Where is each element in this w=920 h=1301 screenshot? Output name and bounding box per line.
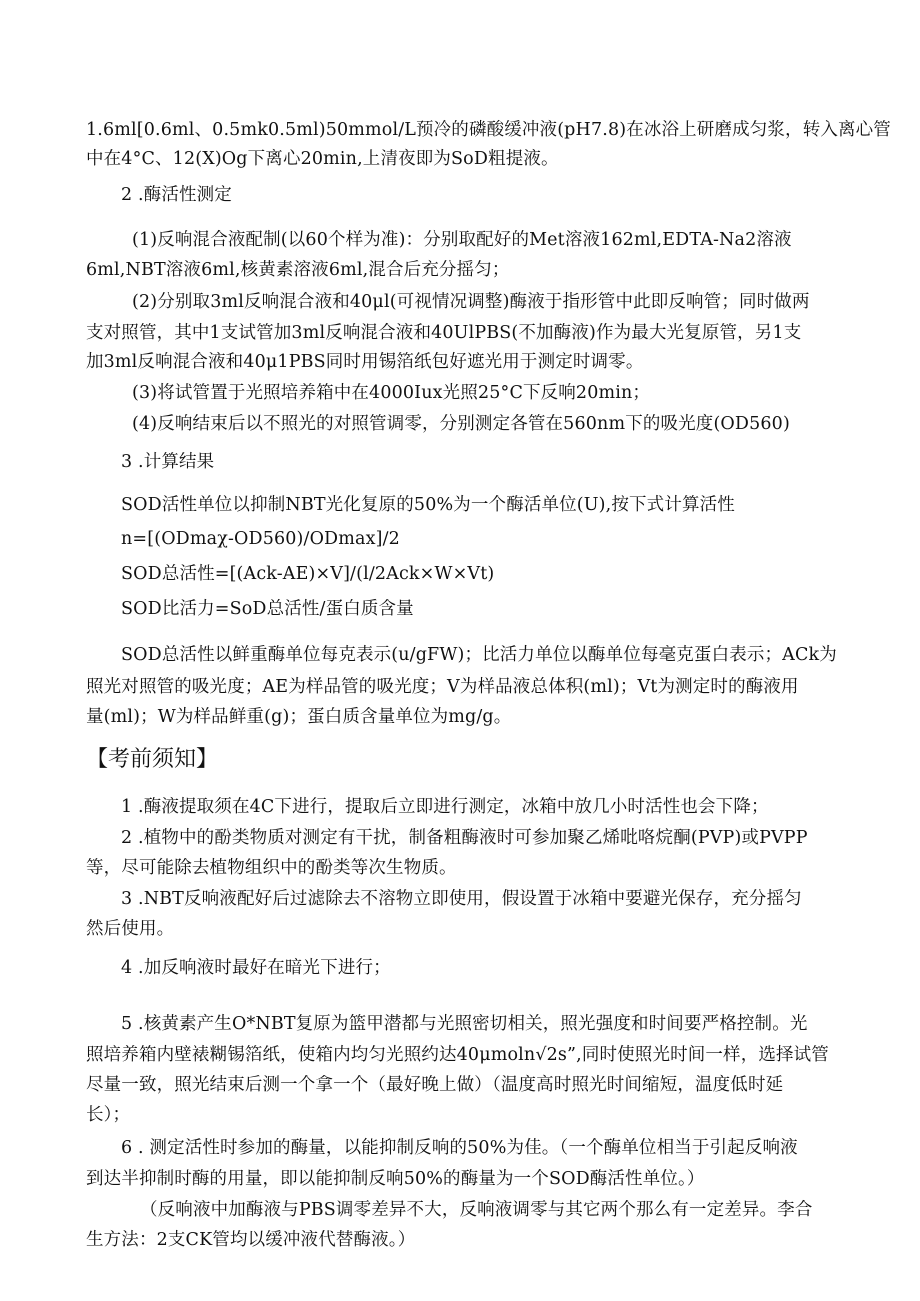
text-line: SOD总活性以鲜重酶单位每克表示(u/gFW)；比活力单位以酶单位每毫克蛋白表示；ACk为 xyxy=(121,645,837,665)
note-line: 照培养箱内壁裱糊锡箔纸，使箱内均匀光照约达40μmoln√2s”,同时使照光时间一样，选择试管 xyxy=(86,1045,829,1065)
text-line: (3)将试管置于光照培养箱中在4000Iux光照25°C下反响20min； xyxy=(132,383,651,403)
note-line: 2 .植物中的酚类物质对测定有干扰，制备粗酶液时可参加聚乙烯吡咯烷酮(PVP)或PVPP xyxy=(121,828,808,848)
note-line: 1 .酶液提取须在4C下进行，提取后立即进行测定，冰箱中放几小时活性也会下降； xyxy=(121,797,769,817)
text-line: (2)分别取3ml反响混合液和40μl(可视情况调整)酶液于指形管中此即反响管；同时做两 xyxy=(132,292,810,312)
note-line: 到达半抑制时酶的用量，即以能抑制反响50%的酶量为一个SOD酶活性单位。） xyxy=(86,1169,705,1189)
text-line: (4)反响结束后以不照光的对照管调零，分别测定各管在560nm下的吸光度(OD560) xyxy=(132,414,790,434)
note-line: 然后使用。 xyxy=(86,919,175,939)
text-line: 量(ml)；W为样品鲜重(g)；蛋白质含量单位为mg/g。 xyxy=(86,707,512,727)
formula-specific-activity: SOD比活力=SoD总活性/蛋白质含量 xyxy=(121,599,414,619)
note-line: 等，尽可能除去植物组织中的酚类等次生物质。 xyxy=(86,858,457,878)
text-line: 支对照管，其中1支试管加3ml反响混合液和40UlPBS(不加酶液)作为最大光复原管，另1支 xyxy=(86,323,802,343)
note-line: 长）； xyxy=(86,1105,131,1125)
note-line: 生方法：2支CK管均以缓冲液代替酶液。） xyxy=(86,1230,416,1250)
text-line: 中在4°C、12(X)Og下离心20min,上清夜即为SoD粗提液。 xyxy=(86,149,559,169)
section-heading-notes: 【考前须知】 xyxy=(86,747,219,772)
text-line: (1)反响混合液配制(以60个样为准)：分别取配好的Met溶液162ml,EDTA-Na2溶液 xyxy=(132,230,792,250)
section-heading-enzyme-activity: 2 .酶活性测定 xyxy=(121,185,232,205)
note-line: 3 .NBT反响液配好后过滤除去不溶物立即使用，假设置于冰箱中要避光保存，充分摇匀 xyxy=(121,889,802,909)
note-line: 6 . 测定活性时参加的酶量，以能抑制反响的50%为佳。（一个酶单位相当于引起反响液 xyxy=(121,1138,798,1158)
text-line: SOD活性单位以抑制NBT光化复原的50%为一个酶活单位(U),按下式计算活性 xyxy=(121,495,735,515)
note-line: 尽量一致，照光结束后测一个拿一个（最好晚上做）（温度高时照光时间缩短，温度低时延 xyxy=(86,1075,784,1095)
text-line: 1.6ml[0.6ml、0.5mk0.5ml)50mmol∕L预冷的磷酸缓冲液(pH7.8)在冰浴上研磨成匀浆，转入离心管 xyxy=(86,120,891,140)
text-line: 照光对照管的吸光度；AE为样品管的吸光度；V为样品液总体积(ml)；Vt为测定时的酶液用 xyxy=(86,677,799,697)
formula-total-activity: SOD总活性=[(Ack-AE)×V]/(l∕2Ack×W×Vt) xyxy=(121,564,495,584)
formula-inhibition: n=[(ODmaχ-OD560)∕ODmax]∕2 xyxy=(121,529,400,549)
section-heading-calculation: 3 .计算结果 xyxy=(121,452,215,472)
note-line: 4 .加反响液时最好在暗光下进行； xyxy=(121,958,391,978)
text-line: 6ml,NBT溶液6ml,核黄素溶液6ml,混合后充分摇匀； xyxy=(86,260,510,280)
note-line: 5 .核黄素产生O*NBT复原为篮甲潜都与光照密切相关，照光强度和时间要严格控制。光 xyxy=(121,1014,808,1034)
note-line: （反响液中加酶液与PBS调零差异不大，反响液调零与其它两个那么有一定差异。李合 xyxy=(140,1200,813,1220)
text-line: 加3ml反响混合液和40μ1PBS同时用锡箔纸包好遮光用于测定时调零。 xyxy=(86,352,644,372)
